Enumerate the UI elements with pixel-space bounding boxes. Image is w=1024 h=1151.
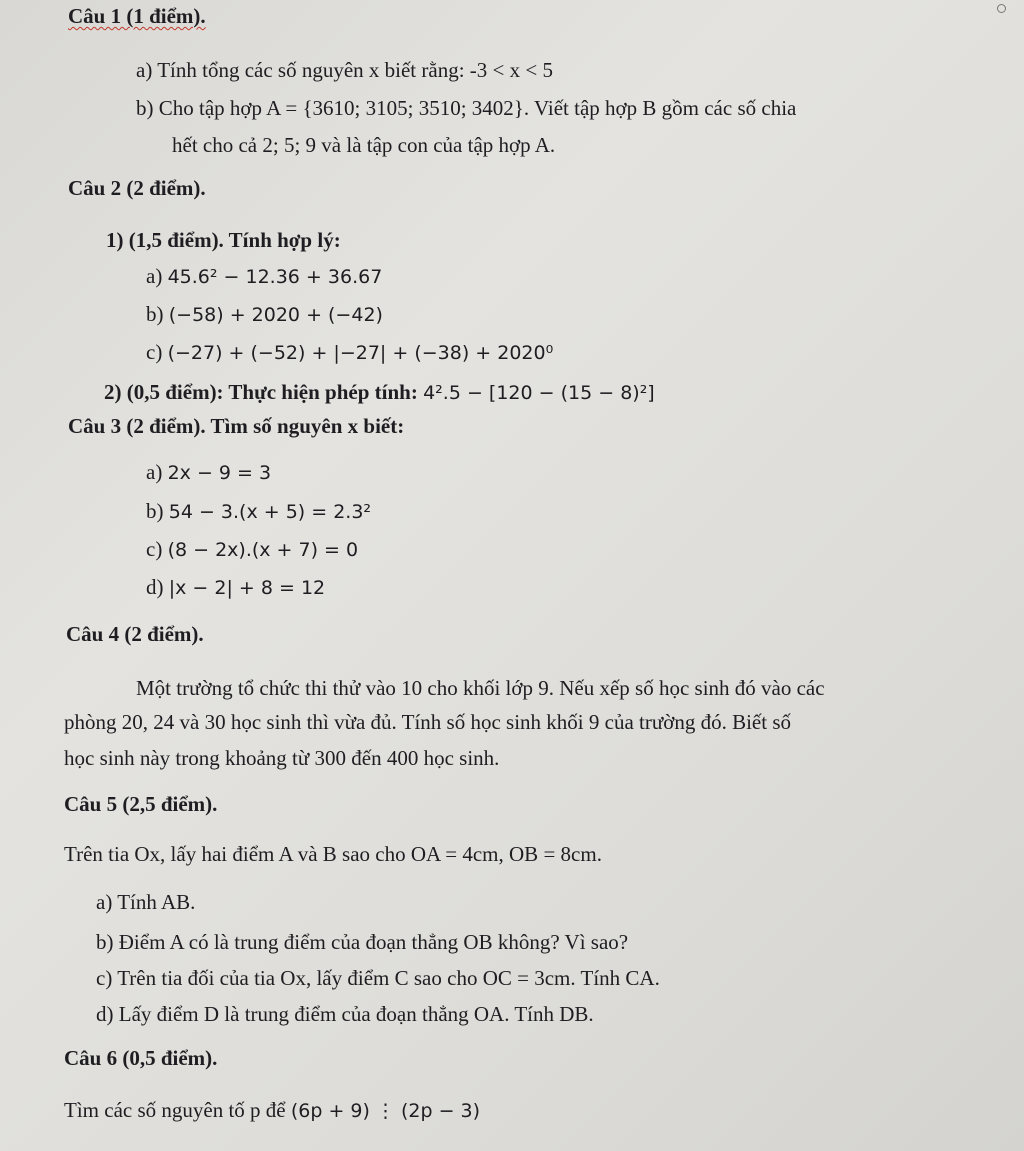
q3-d-label: d) [146,575,164,599]
q6-expr: (6p + 9) ⋮ (2p − 3) [290,1100,481,1122]
q5-b-text: Điểm A có là trung điểm của đoạn thẳng OB không? Vì sao? [118,930,629,954]
q4-title: Câu 4 (2 điểm). [66,622,204,646]
q3-b-expr: 54 − 3.(x + 5) = 2.3² [168,501,372,523]
corner-circle-icon [997,4,1006,13]
q4-line3: học sinh này trong khoảng từ 300 đến 400 học sinh. [64,746,500,770]
q5-d [96,1000,594,1028]
q6-text: Tìm các số nguyên tố p để [64,1098,286,1122]
q1-a-text: Tính tổng các số nguyên x biết rằng: -3 < x < 5 [157,58,553,82]
q2-c-label: c) [146,340,163,364]
q1-b-line1: Cho tập hợp A = {3610; 3105; 3510; 3402}. Viết tập hợp B gồm các số chia [158,96,797,120]
q3-c-label: c) [146,537,163,561]
q6-line [64,1096,480,1125]
q2-part2-expr: 4².5 − [120 − (15 − 8)²] [423,382,655,404]
q2-a [146,262,382,291]
q5-c [96,964,660,992]
q2-c-expr: (−27) + (−52) + |−27| + (−38) + 2020⁰ [167,342,554,364]
q3-b-label: b) [146,499,164,523]
q2-c [146,338,553,367]
q3-d [146,573,325,602]
q3-a-expr: 2x − 9 = 3 [167,462,272,484]
q5-title: Câu 5 (2,5 điểm). [64,792,218,816]
q5-b [96,928,628,956]
q1-title: Câu 1 (1 điểm). [68,4,206,28]
q2-part2-title: 2) (0,5 điểm): Thực hiện phép tính: [104,380,418,404]
q3-c-expr: (8 − 2x).(x + 7) = 0 [167,539,359,561]
q4-line1: Một trường tổ chức thi thử vào 10 cho khối lớp 9. Nếu xếp số học sinh đó vào các [136,676,825,700]
q5-a-text: Tính AB. [117,890,196,914]
q5-c-label: c) [96,966,113,990]
q2-part1-title: 1) (1,5 điểm). Tính hợp lý: [106,228,341,252]
q5-b-label: b) [96,930,114,954]
q2-a-expr: 45.6² − 12.36 + 36.67 [167,266,383,288]
q2-b-label: b) [146,302,164,326]
q1-a-label: a) [136,58,153,82]
q6-title: Câu 6 (0,5 điểm). [64,1046,218,1070]
q4-line2: phòng 20, 24 và 30 học sinh thì vừa đủ. Tính số học sinh khối 9 của trường đó. Biết số [64,710,792,734]
q1-b-line2: hết cho cả 2; 5; 9 và là tập con của tập hợp A. [172,133,556,157]
q1-a [136,56,553,84]
q1-b-label: b) [136,96,154,120]
q2-b-expr: (−58) + 2020 + (−42) [168,304,383,326]
q2-part2 [104,378,655,407]
q3-a [146,458,271,487]
q2-title: Câu 2 (2 điểm). [68,176,206,200]
q3-c [146,535,358,564]
q5-c-text: Trên tia đối của tia Ox, lấy điểm C sao cho OC = 3cm. Tính CA. [117,966,660,990]
q5-a [96,888,195,916]
q5-a-label: a) [96,890,113,914]
q5-intro: Trên tia Ox, lấy hai điểm A và B sao cho OA = 4cm, OB = 8cm. [64,842,602,866]
q3-title: Câu 3 (2 điểm). Tìm số nguyên x biết: [68,414,405,438]
q2-b [146,300,383,329]
q5-d-text: Lấy điểm D là trung điểm của đoạn thẳng OA. Tính DB. [118,1002,594,1026]
q1-b [136,94,796,122]
q3-b [146,497,371,526]
q5-d-label: d) [96,1002,114,1026]
q3-d-expr: |x − 2| + 8 = 12 [168,577,326,599]
q3-a-label: a) [146,460,163,484]
q2-a-label: a) [146,264,163,288]
